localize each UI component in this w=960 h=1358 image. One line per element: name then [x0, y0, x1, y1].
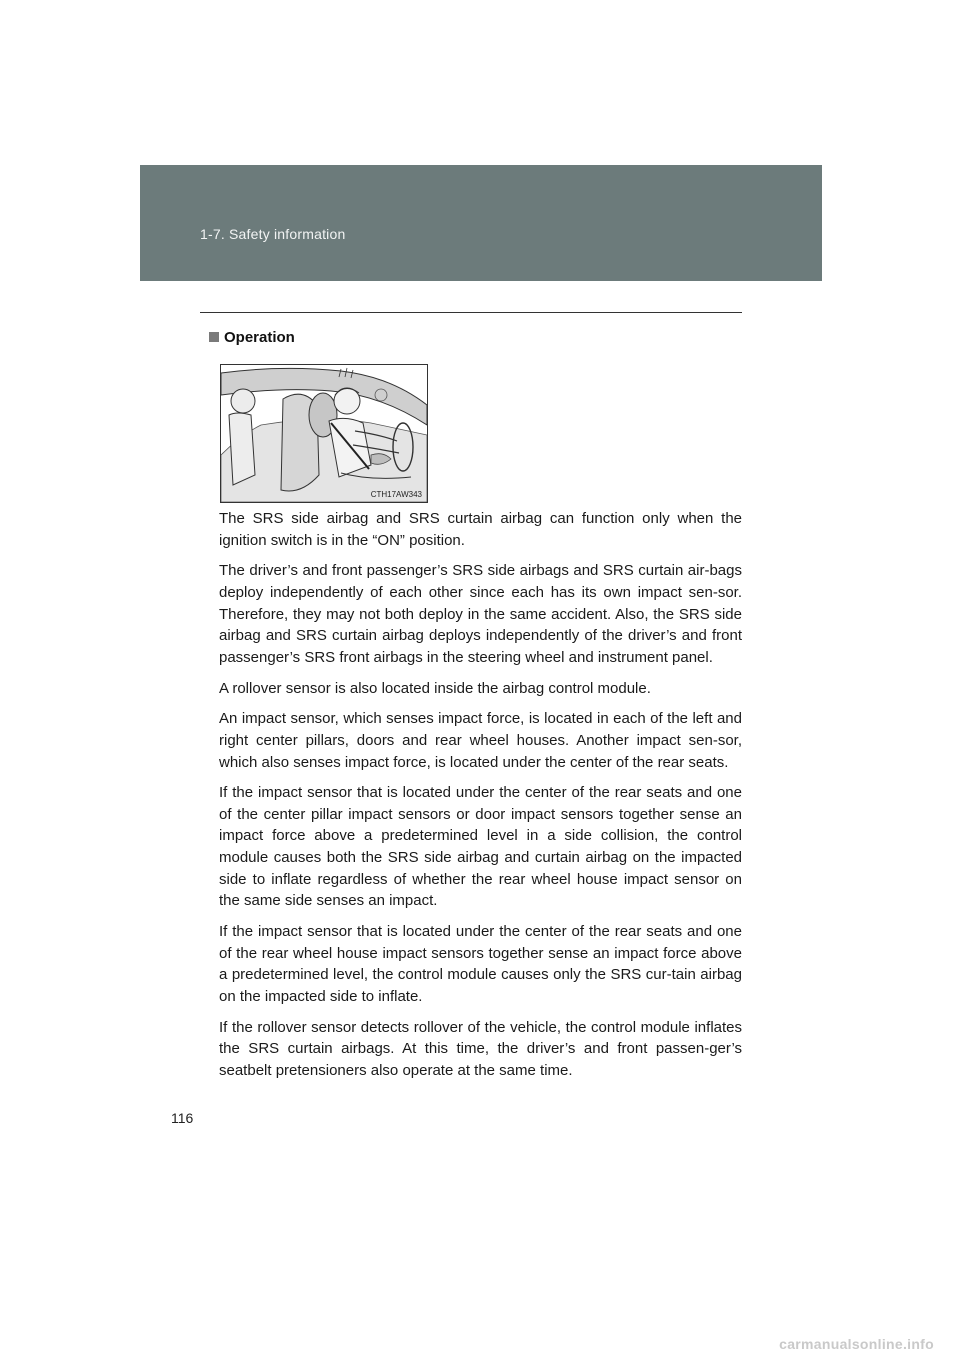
subheading: [209, 329, 295, 346]
subheading-text: Operation: [224, 329, 295, 346]
paragraph: If the rollover sensor detects rollover of the vehicle, the control module inflates the SRS curtain airbags. At this time, the driver’s and front passen-ger’s seatbelt pretensioners also operate at the same time.: [219, 1018, 742, 1079]
paragraph: The SRS side airbag and SRS curtain airbag can function only when the ignition switch is in the “ON” position.: [219, 510, 742, 549]
paragraph: If the impact sensor that is located under the center of the rear seats and one of the rear wheel house impact sensors together sense an impact force above a predetermined level, the control module causes only the SRS cur-tain airbag on the impacted side to inflate.: [219, 923, 742, 1005]
body-text: [219, 508, 742, 1091]
section-divider: [200, 312, 742, 313]
paragraph: The driver’s and front passenger’s SRS side airbags and SRS curtain air-bags deploy independently of each other since each has its own impact sen-sor. Therefore, they may not both deploy in the same accident. Also, the SRS side airbag and SRS curtain airbag deploys independently of the driver’s and front passenger’s SRS front airbags in the steering wheel and instrument panel.: [219, 562, 742, 666]
page-number: 116: [171, 1110, 194, 1126]
airbag-drawing: [221, 365, 427, 502]
figure-code: CTH17AW343: [370, 490, 422, 499]
paragraph: An impact sensor, which senses impact force, is located in each of the left and right center pillars, doors and rear wheel houses. Another impact sen-sor, which also senses impact force, is located under the center of the rear seats.: [219, 710, 742, 771]
section-label: 1-7. Safety information: [200, 226, 346, 242]
airbag-illustration: [220, 364, 428, 503]
paragraph: If the impact sensor that is located under the center of the rear seats and one of the center pillar impact sensors or door impact sensors together sense an impact force above a predetermined level in a side collision, the control module causes both the SRS side airbag and curtain airbag on the impacted side to inflate regardless of whether the rear wheel house impact sensor on the same side senses an impact.: [219, 784, 742, 910]
watermark: carmanualsonline.info: [779, 1336, 934, 1352]
bullet-square-icon: [209, 332, 219, 342]
paragraph: A rollover sensor is also located inside the airbag control module.: [219, 679, 651, 697]
header-band: [140, 165, 822, 281]
